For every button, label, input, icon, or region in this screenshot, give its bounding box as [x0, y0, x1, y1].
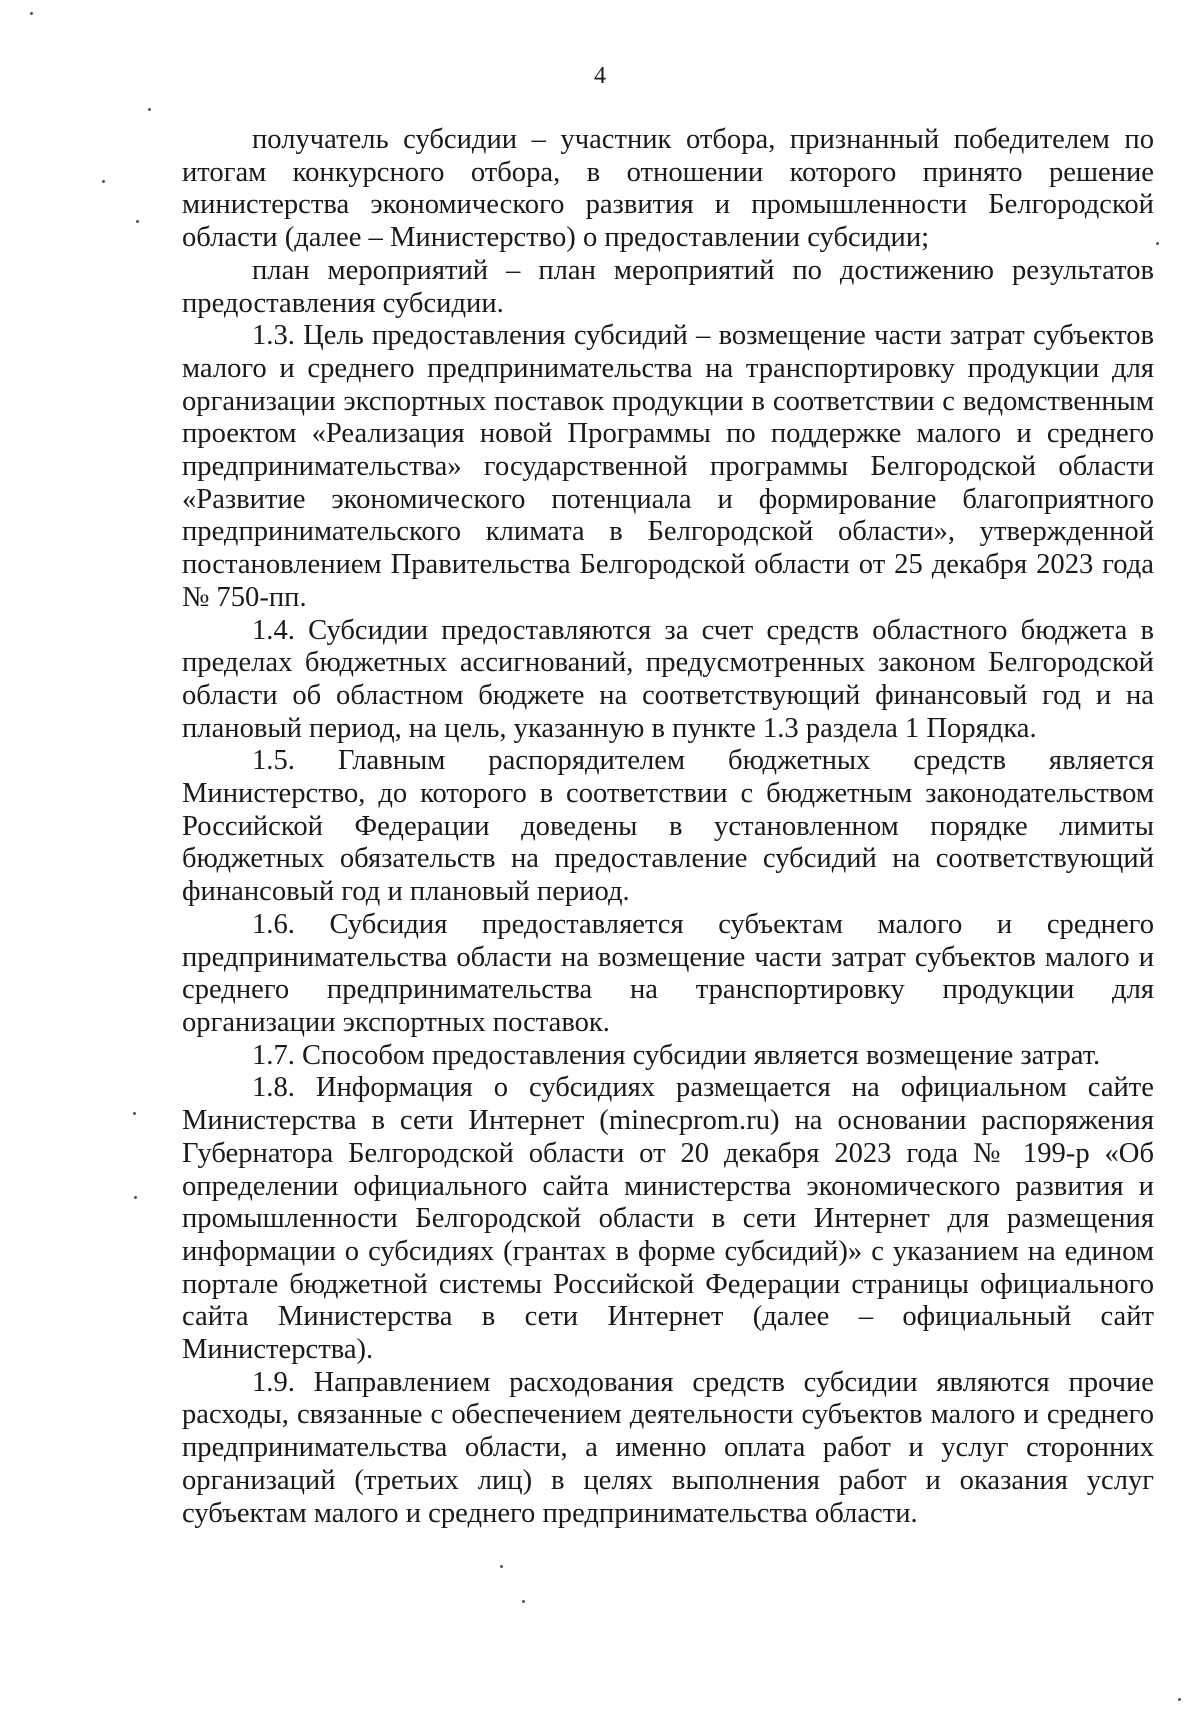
paragraph-recipient-definition: получатель субсидии – участник отбора, признанный победителем по итогам конкурсного отбора, в отношении которого принято решение министерства экономического развития и промышленности Белгородской области (далее – Министерство) о предоставлении субсидии; [182, 124, 1154, 254]
scan-speck [136, 220, 139, 223]
page-number: 4 [594, 63, 606, 89]
paragraph-1-4: 1.4. Субсидии предоставляются за счет средств областного бюджета в пределах бюджетных ассигнований, предусмотренных законом Белгородской области об областном бюджете на соответствующий финансовый год и на плановый период, на цель, указанную в пункте 1.3 раздела 1 Порядка. [182, 614, 1154, 744]
scan-speck [500, 1565, 503, 1568]
paragraph-1-5: 1.5. Главным распорядителем бюджетных средств является Министерство, до которого в соответствии с бюджетным законодательством Российской Федерации доведены в установленном порядке лимиты бюджетных обязательств на предоставление субсидий на соответствующий финансовый год и плановый период. [182, 745, 1154, 908]
paragraph-1-7: 1.7. Способом предоставления субсидии является возмещение затрат. [252, 1039, 1101, 1071]
scan-speck [522, 1600, 525, 1603]
paragraph-1-8: 1.8. Информация о субсидиях размещается на официальном сайте Министерства в сети Интернет (minecprom.ru) на основании распоряжения Губернатора Белгородской области от 20 декабря 2023 года № 199-р «Об определении официального сайта министерства экономического развития и промышленности Белгородской области в сети Интернет для размещения информации о субсидиях (грантах в форме субсидий)» с указанием на едином портале бюджетной системы Российской Федерации страницы официального сайта Министерства в сети Интернет (далее – официальный сайт Министерства). [182, 1072, 1154, 1366]
scan-speck [148, 108, 151, 111]
scan-speck [30, 12, 33, 15]
paragraph-action-plan-definition: план мероприятий – план мероприятий по достижению результатов предоставления субсидии. [182, 254, 1154, 319]
scan-speck [133, 1112, 136, 1115]
scan-speck [1156, 242, 1159, 245]
paragraph-1-9: 1.9. Направлением расходования средств субсидии являются прочие расходы, связанные с обеспечением деятельности субъектов малого и среднего предпринимательства области, а именно оплата работ и услуг сторонних организаций (третьих лиц) в целях выполнения работ и оказания услуг субъектам малого и среднего предпринимательства области. [182, 1366, 1154, 1529]
scan-speck [1178, 1698, 1181, 1701]
paragraph-1-3: 1.3. Цель предоставления субсидий – возмещение части затрат субъектов малого и среднего предпринимательства на транспортировку продукции для организации экспортных поставок продукции в соответствии с ведомственным проектом «Реализация новой Программы по поддержке малого и среднего предпринимательства» государственной программы Белгородской области «Развитие экономического потенциала и формирование благоприятного предпринимательского климата в Белгородской области», утвержденной постановлением Правительства Белгородской области от 25 декабря 2023 года № 750-пп. [182, 320, 1154, 613]
paragraph-1-6: 1.6. Субсидия предоставляется субъектам малого и среднего предпринимательства области на возмещение части затрат субъектов малого и среднего предпринимательства на транспортировку продукции для организации экспортных поставок. [182, 908, 1154, 1038]
scan-speck [102, 180, 105, 183]
scan-speck [134, 1196, 137, 1199]
document-body [182, 124, 1154, 1530]
